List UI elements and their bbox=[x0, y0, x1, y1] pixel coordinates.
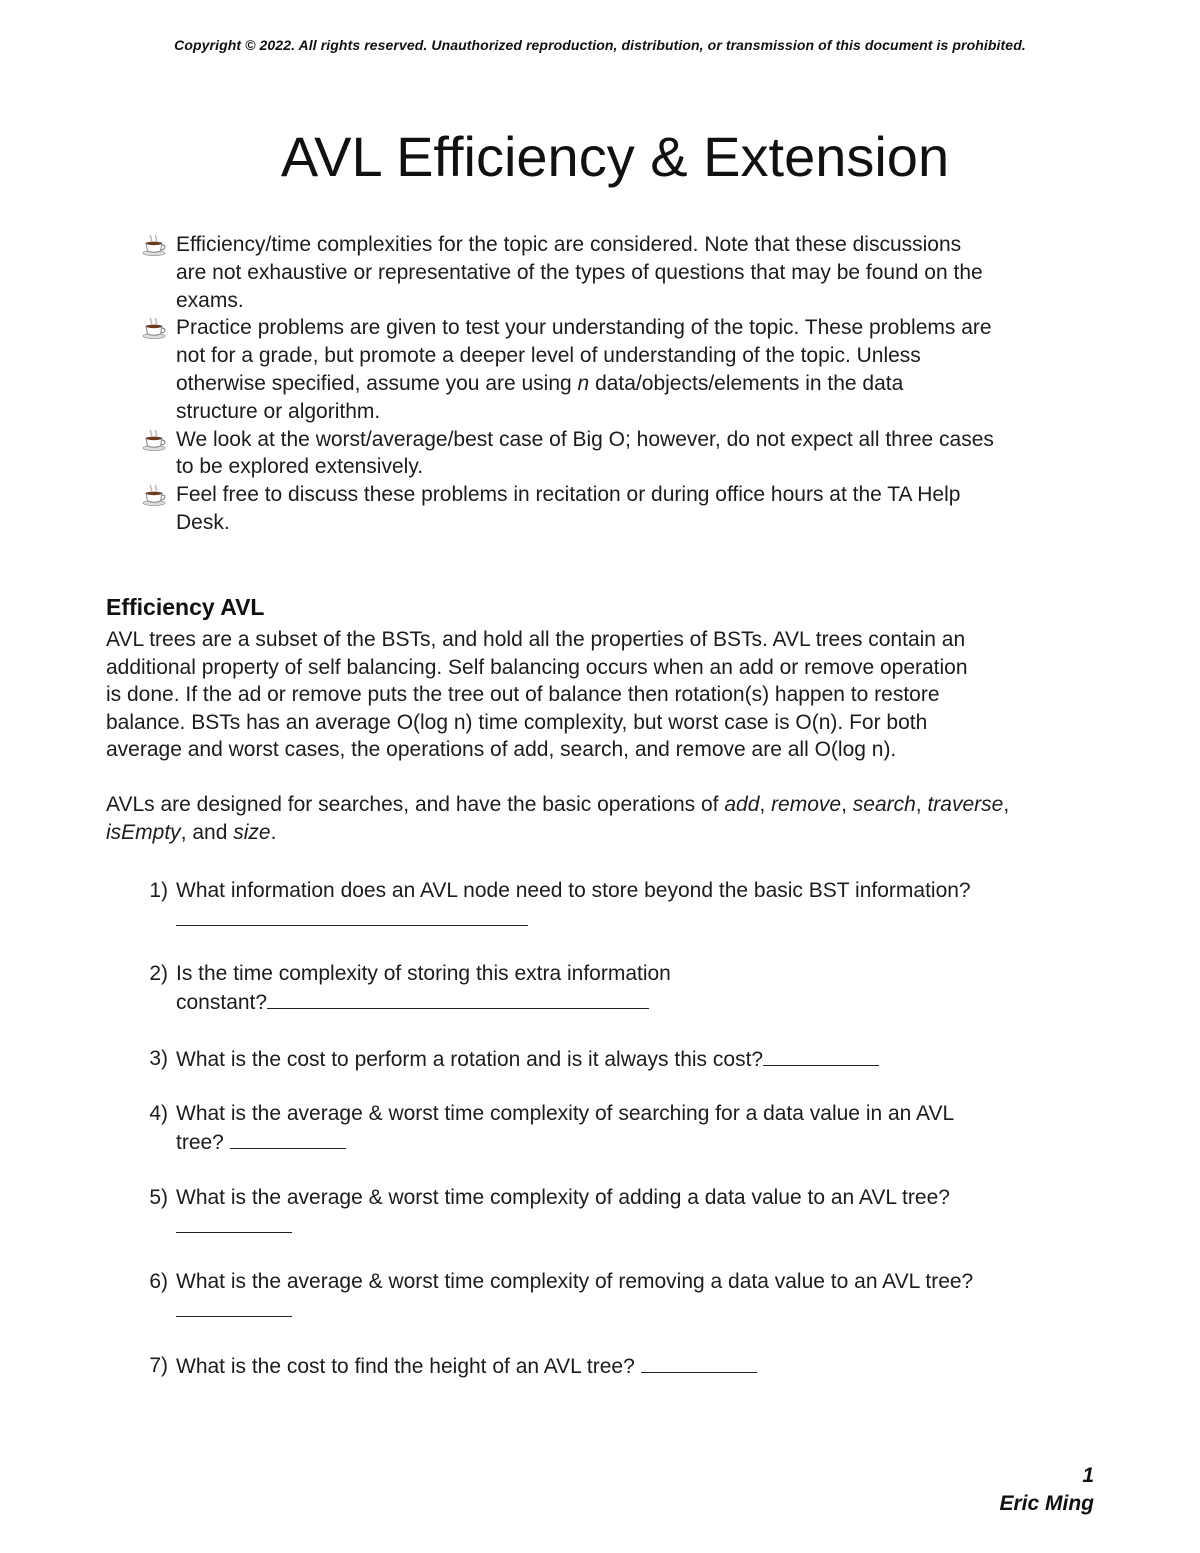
efficiency-section bbox=[106, 590, 1106, 846]
question-number: 5) bbox=[149, 1186, 168, 1209]
coffee-cup-icon bbox=[142, 317, 168, 339]
section-paragraph bbox=[106, 626, 1106, 764]
paragraph-line: balance. BSTs has an average O(log n) time complexity, but worst case is O(n). For both bbox=[106, 710, 928, 734]
bullet-text: Feel free to discuss these problems in recitation or during office hours at the TA Help bbox=[176, 483, 961, 507]
bullet-text: structure or algorithm. bbox=[176, 399, 381, 423]
operations-paragraph bbox=[106, 791, 1106, 846]
question-number: 1) bbox=[149, 879, 168, 902]
bullet-text: to be explored extensively. bbox=[176, 455, 424, 479]
operation-traverse: traverse bbox=[927, 792, 1004, 816]
paragraph-line: average and worst cases, the operations of add, search, and remove are all O(log n). bbox=[106, 738, 897, 762]
question-number: 7) bbox=[149, 1354, 168, 1377]
bullet-text: otherwise specified, assume you are using bbox=[176, 371, 578, 395]
question-number: 6) bbox=[149, 1270, 168, 1293]
bullet-text: data/objects/elements in the data bbox=[589, 371, 904, 395]
question-text: tree? bbox=[176, 1130, 230, 1154]
separator: , bbox=[759, 792, 772, 816]
separator: , and bbox=[180, 820, 234, 844]
answer-blank[interactable] bbox=[230, 1128, 346, 1149]
operation-size: size bbox=[233, 820, 271, 844]
bullet-text: Desk. bbox=[176, 510, 230, 534]
separator: . bbox=[270, 820, 277, 844]
question-text: constant? bbox=[176, 990, 268, 1014]
bullet-item bbox=[142, 231, 1102, 314]
answer-blank[interactable] bbox=[176, 1212, 292, 1233]
bullet-text: We look at the worst/average/best case of Big O; however, do not expect all three cases bbox=[176, 427, 994, 451]
coffee-cup-icon bbox=[142, 234, 168, 256]
page-number: 1 bbox=[1082, 1464, 1094, 1487]
paragraph-text: AVLs are designed for searches, and have the basic operations of bbox=[106, 792, 725, 816]
answer-blank[interactable] bbox=[176, 1296, 292, 1317]
question-text: Is the time complexity of storing this extra information bbox=[176, 962, 671, 985]
operation-search: search bbox=[852, 792, 916, 816]
question-text: What is the average & worst time complexity of adding a data value to an AVL tree? bbox=[176, 1186, 950, 1209]
separator: , bbox=[915, 792, 928, 816]
question-text: What is the cost to find the height of an AVL tree? bbox=[176, 1355, 641, 1378]
answer-blank[interactable] bbox=[176, 905, 528, 926]
coffee-cup-icon bbox=[142, 429, 168, 451]
operation-remove: remove bbox=[771, 792, 842, 816]
operation-add: add bbox=[724, 792, 760, 816]
question-text: What information does an AVL node need to store beyond the basic BST information? bbox=[176, 879, 971, 902]
paragraph-line: additional property of self balancing. Self balancing occurs when an add or remove operation bbox=[106, 655, 968, 679]
page-title: AVL Efficiency & Extension bbox=[280, 125, 950, 188]
bullet-item bbox=[142, 426, 1102, 482]
bullet-text: exams. bbox=[176, 288, 244, 312]
bullet-item bbox=[142, 314, 1102, 425]
paragraph-line: AVL trees are a subset of the BSTs, and hold all the properties of BSTs. AVL trees contain an bbox=[106, 628, 966, 651]
separator: , bbox=[841, 792, 853, 816]
coffee-cup-icon bbox=[142, 484, 168, 506]
section-heading: Efficiency AVL bbox=[106, 594, 265, 620]
question-number: 3) bbox=[149, 1047, 168, 1070]
question-text: What is the cost to perform a rotation and is it always this cost? bbox=[176, 1048, 764, 1071]
question-text: What is the average & worst time complexity of searching for a data value in an AVL bbox=[176, 1102, 955, 1125]
copyright-notice: Copyright © 2022. All rights reserved. Unauthorized reproduction, distribution, or transmission of this document is prohibited. bbox=[174, 37, 1026, 53]
separator: , bbox=[1003, 792, 1010, 816]
bullet-text: not for a grade, but promote a deeper level of understanding of the topic. Unless bbox=[176, 344, 921, 368]
operation-isempty: isEmpty bbox=[106, 820, 181, 844]
bullet-text: Practice problems are given to test your understanding of the topic. These problems are bbox=[176, 316, 992, 340]
bullet-item bbox=[142, 481, 1102, 537]
answer-blank[interactable] bbox=[267, 988, 649, 1009]
intro-bullet-list bbox=[142, 231, 1102, 537]
answer-blank[interactable] bbox=[763, 1045, 879, 1066]
question-number: 4) bbox=[149, 1102, 168, 1125]
answer-blank[interactable] bbox=[641, 1352, 757, 1373]
question-number: 2) bbox=[149, 962, 168, 985]
bullet-text: are not exhaustive or representative of the types of questions that may be found on the bbox=[176, 260, 983, 284]
question-text: What is the average & worst time complexity of removing a data value to an AVL tree? bbox=[176, 1270, 974, 1293]
paragraph-line: is done. If the ad or remove puts the tree out of balance then rotation(s) happen to restore bbox=[106, 683, 940, 707]
bullet-text: Efficiency/time complexities for the topic are considered. Note that these discussions bbox=[176, 233, 962, 256]
variable-n: n bbox=[577, 371, 590, 395]
author-name: Eric Ming bbox=[999, 1492, 1094, 1515]
